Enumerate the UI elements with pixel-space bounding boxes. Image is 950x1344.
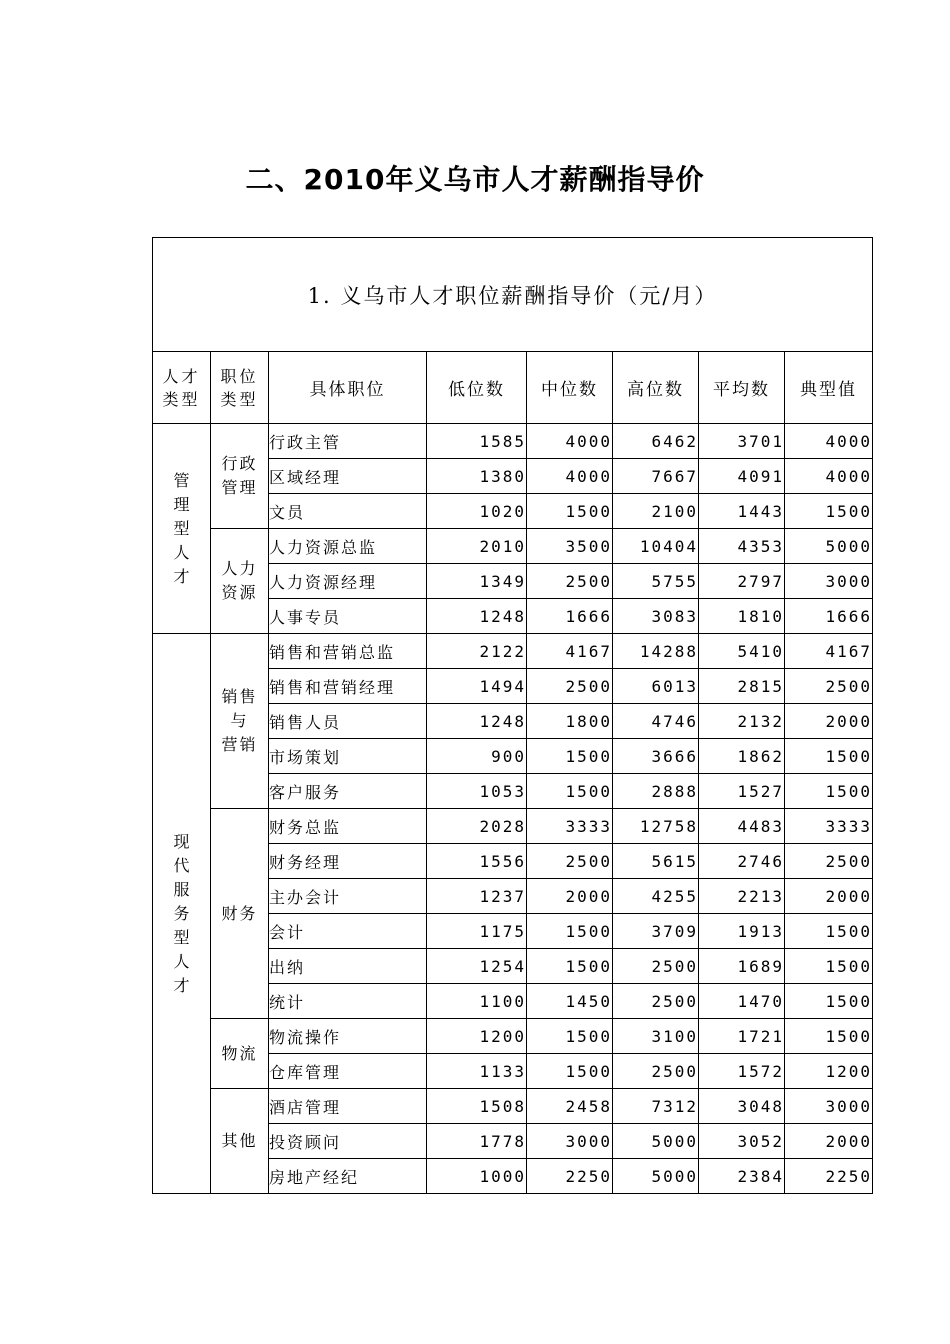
- job-title-cell: 文员: [269, 494, 427, 529]
- header-position-type-line2: 类型: [220, 389, 259, 409]
- job-title-cell: 销售和营销总监: [269, 634, 427, 669]
- mid-value-cell: 1500: [527, 949, 613, 984]
- low-value-cell: 1556: [427, 844, 527, 879]
- talent-type-cell: [153, 634, 211, 1194]
- job-title-cell: 人力资源总监: [269, 529, 427, 564]
- job-title-cell: 主办会计: [269, 879, 427, 914]
- job-title-cell: 统计: [269, 984, 427, 1019]
- header-talent-type-line2: 类型: [162, 389, 201, 409]
- mid-value-cell: 3333: [527, 809, 613, 844]
- typical-value-cell: 3000: [785, 564, 873, 599]
- typical-value-cell: 1666: [785, 599, 873, 634]
- talent-type-char: 才: [173, 975, 190, 995]
- header-row: [153, 352, 873, 424]
- job-title-cell: 客户服务: [269, 774, 427, 809]
- typical-value-cell: 1200: [785, 1054, 873, 1089]
- position-type-line: 营销: [221, 735, 258, 754]
- header-high: 高位数: [613, 352, 699, 424]
- high-value-cell: 7312: [613, 1089, 699, 1124]
- high-value-cell: 5615: [613, 844, 699, 879]
- position-type-line: 财务: [221, 903, 258, 923]
- position-type-line: 物流: [221, 1043, 258, 1063]
- typical-value-cell: 1500: [785, 914, 873, 949]
- job-title-cell: 财务经理: [269, 844, 427, 879]
- job-title-cell: 投资顾问: [269, 1124, 427, 1159]
- mid-value-cell: 3500: [527, 529, 613, 564]
- header-job: 具体职位: [269, 352, 427, 424]
- talent-type-char: 代: [173, 855, 190, 875]
- table-caption: 1. 义乌市人才职位薪酬指导价（元/月）: [153, 238, 873, 352]
- table-row: [153, 634, 873, 669]
- typical-value-cell: 1500: [785, 984, 873, 1019]
- position-type-line: 行政: [221, 454, 258, 473]
- low-value-cell: 1000: [427, 1159, 527, 1194]
- typical-value-cell: 1500: [785, 739, 873, 774]
- mid-value-cell: 1800: [527, 704, 613, 739]
- avg-value-cell: 4353: [699, 529, 785, 564]
- job-title-cell: 区域经理: [269, 459, 427, 494]
- position-type-line: 管理: [221, 478, 258, 497]
- avg-value-cell: 4483: [699, 809, 785, 844]
- header-talent-type: [153, 352, 211, 424]
- high-value-cell: 5755: [613, 564, 699, 599]
- header-talent-type-line1: 人才: [162, 366, 201, 386]
- mid-value-cell: 4167: [527, 634, 613, 669]
- mid-value-cell: 2458: [527, 1089, 613, 1124]
- job-title-cell: 出纳: [269, 949, 427, 984]
- avg-value-cell: 4091: [699, 459, 785, 494]
- typical-value-cell: 4000: [785, 459, 873, 494]
- talent-type-char: 服: [173, 879, 190, 899]
- avg-value-cell: 1862: [699, 739, 785, 774]
- table-row: [153, 1019, 873, 1054]
- job-title-cell: 酒店管理: [269, 1089, 427, 1124]
- header-position-type: [211, 352, 269, 424]
- talent-type-char: 务: [173, 903, 190, 923]
- position-type-line: 资源: [221, 583, 258, 602]
- talent-type-char: 管: [173, 470, 190, 490]
- low-value-cell: 1248: [427, 704, 527, 739]
- avg-value-cell: 1527: [699, 774, 785, 809]
- avg-value-cell: 2815: [699, 669, 785, 704]
- avg-value-cell: 2384: [699, 1159, 785, 1194]
- typical-value-cell: 4000: [785, 424, 873, 459]
- high-value-cell: 2500: [613, 984, 699, 1019]
- talent-type-char: 才: [173, 566, 190, 586]
- job-title-cell: 物流操作: [269, 1019, 427, 1054]
- talent-type-char: 理: [173, 494, 190, 514]
- job-title-cell: 人力资源经理: [269, 564, 427, 599]
- avg-value-cell: 3052: [699, 1124, 785, 1159]
- avg-value-cell: 1443: [699, 494, 785, 529]
- high-value-cell: 3709: [613, 914, 699, 949]
- header-position-type-line1: 职位: [220, 366, 259, 386]
- typical-value-cell: 2500: [785, 669, 873, 704]
- position-type-cell: [211, 1089, 269, 1194]
- avg-value-cell: 1810: [699, 599, 785, 634]
- avg-value-cell: 2132: [699, 704, 785, 739]
- mid-value-cell: 2500: [527, 669, 613, 704]
- typical-value-cell: 1500: [785, 494, 873, 529]
- talent-type-char: 型: [173, 518, 190, 538]
- avg-value-cell: 1913: [699, 914, 785, 949]
- job-title-cell: 销售和营销经理: [269, 669, 427, 704]
- header-mid: 中位数: [527, 352, 613, 424]
- high-value-cell: 10404: [613, 529, 699, 564]
- avg-value-cell: 3048: [699, 1089, 785, 1124]
- avg-value-cell: 3701: [699, 424, 785, 459]
- low-value-cell: 2122: [427, 634, 527, 669]
- low-value-cell: 1200: [427, 1019, 527, 1054]
- typical-value-cell: 2000: [785, 1124, 873, 1159]
- typical-value-cell: 1500: [785, 774, 873, 809]
- talent-type-char: 型: [173, 927, 190, 947]
- position-type-cell: [211, 1019, 269, 1089]
- talent-type-char: 人: [173, 542, 190, 562]
- high-value-cell: 4255: [613, 879, 699, 914]
- avg-value-cell: 1721: [699, 1019, 785, 1054]
- job-title-cell: 财务总监: [269, 809, 427, 844]
- mid-value-cell: 1500: [527, 1019, 613, 1054]
- position-type-cell: [211, 634, 269, 809]
- low-value-cell: 1237: [427, 879, 527, 914]
- high-value-cell: 5000: [613, 1159, 699, 1194]
- header-typical: 典型值: [785, 352, 873, 424]
- low-value-cell: 2028: [427, 809, 527, 844]
- header-avg: 平均数: [699, 352, 785, 424]
- high-value-cell: 3100: [613, 1019, 699, 1054]
- mid-value-cell: 4000: [527, 424, 613, 459]
- avg-value-cell: 2746: [699, 844, 785, 879]
- high-value-cell: 5000: [613, 1124, 699, 1159]
- mid-value-cell: 1500: [527, 494, 613, 529]
- job-title-cell: 行政主管: [269, 424, 427, 459]
- job-title-cell: 仓库管理: [269, 1054, 427, 1089]
- page-title: 二、2010年义乌市人才薪酬指导价: [245, 163, 705, 196]
- avg-value-cell: 5410: [699, 634, 785, 669]
- low-value-cell: 1380: [427, 459, 527, 494]
- avg-value-cell: 1572: [699, 1054, 785, 1089]
- high-value-cell: 2500: [613, 1054, 699, 1089]
- salary-guide-table: [152, 237, 873, 1194]
- low-value-cell: 1100: [427, 984, 527, 1019]
- table-row: [153, 424, 873, 459]
- avg-value-cell: 2213: [699, 879, 785, 914]
- low-value-cell: 1349: [427, 564, 527, 599]
- position-type-line: 人力: [221, 559, 258, 578]
- typical-value-cell: 2000: [785, 879, 873, 914]
- header-low: 低位数: [427, 352, 527, 424]
- high-value-cell: 3666: [613, 739, 699, 774]
- high-value-cell: 6013: [613, 669, 699, 704]
- mid-value-cell: 2000: [527, 879, 613, 914]
- job-title-cell: 销售人员: [269, 704, 427, 739]
- typical-value-cell: 5000: [785, 529, 873, 564]
- low-value-cell: 2010: [427, 529, 527, 564]
- high-value-cell: 2100: [613, 494, 699, 529]
- high-value-cell: 3083: [613, 599, 699, 634]
- talent-type-char: 现: [173, 831, 190, 851]
- mid-value-cell: 1666: [527, 599, 613, 634]
- typical-value-cell: 2000: [785, 704, 873, 739]
- high-value-cell: 6462: [613, 424, 699, 459]
- talent-type-char: 人: [173, 951, 190, 971]
- mid-value-cell: 1450: [527, 984, 613, 1019]
- table-row: [153, 1089, 873, 1124]
- low-value-cell: 1585: [427, 424, 527, 459]
- high-value-cell: 2888: [613, 774, 699, 809]
- typical-value-cell: 1500: [785, 1019, 873, 1054]
- mid-value-cell: 3000: [527, 1124, 613, 1159]
- mid-value-cell: 1500: [527, 774, 613, 809]
- high-value-cell: 12758: [613, 809, 699, 844]
- high-value-cell: 4746: [613, 704, 699, 739]
- avg-value-cell: 1470: [699, 984, 785, 1019]
- mid-value-cell: 1500: [527, 739, 613, 774]
- low-value-cell: 1133: [427, 1054, 527, 1089]
- position-type-cell: [211, 529, 269, 634]
- low-value-cell: 1248: [427, 599, 527, 634]
- job-title-cell: 人事专员: [269, 599, 427, 634]
- low-value-cell: 1020: [427, 494, 527, 529]
- position-type-cell: [211, 424, 269, 529]
- typical-value-cell: 3000: [785, 1089, 873, 1124]
- typical-value-cell: 1500: [785, 949, 873, 984]
- high-value-cell: 14288: [613, 634, 699, 669]
- position-type-line: 其他: [221, 1131, 258, 1150]
- mid-value-cell: 2500: [527, 844, 613, 879]
- high-value-cell: 2500: [613, 949, 699, 984]
- mid-value-cell: 1500: [527, 914, 613, 949]
- high-value-cell: 7667: [613, 459, 699, 494]
- table-row: [153, 529, 873, 564]
- avg-value-cell: 1689: [699, 949, 785, 984]
- position-type-cell: [211, 809, 269, 1019]
- typical-value-cell: 2250: [785, 1159, 873, 1194]
- typical-value-cell: 3333: [785, 809, 873, 844]
- talent-type-cell: [153, 424, 211, 634]
- avg-value-cell: 2797: [699, 564, 785, 599]
- position-type-line: 销售: [221, 687, 258, 706]
- low-value-cell: 1175: [427, 914, 527, 949]
- mid-value-cell: 4000: [527, 459, 613, 494]
- low-value-cell: 1508: [427, 1089, 527, 1124]
- position-type-line: 与: [230, 711, 249, 730]
- mid-value-cell: 2500: [527, 564, 613, 599]
- low-value-cell: 1494: [427, 669, 527, 704]
- job-title-cell: 市场策划: [269, 739, 427, 774]
- typical-value-cell: 2500: [785, 844, 873, 879]
- mid-value-cell: 2250: [527, 1159, 613, 1194]
- mid-value-cell: 1500: [527, 1054, 613, 1089]
- typical-value-cell: 4167: [785, 634, 873, 669]
- job-title-cell: 会计: [269, 914, 427, 949]
- table-row: [153, 809, 873, 844]
- low-value-cell: 1053: [427, 774, 527, 809]
- job-title-cell: 房地产经纪: [269, 1159, 427, 1194]
- low-value-cell: 1254: [427, 949, 527, 984]
- low-value-cell: 1778: [427, 1124, 527, 1159]
- low-value-cell: 900: [427, 739, 527, 774]
